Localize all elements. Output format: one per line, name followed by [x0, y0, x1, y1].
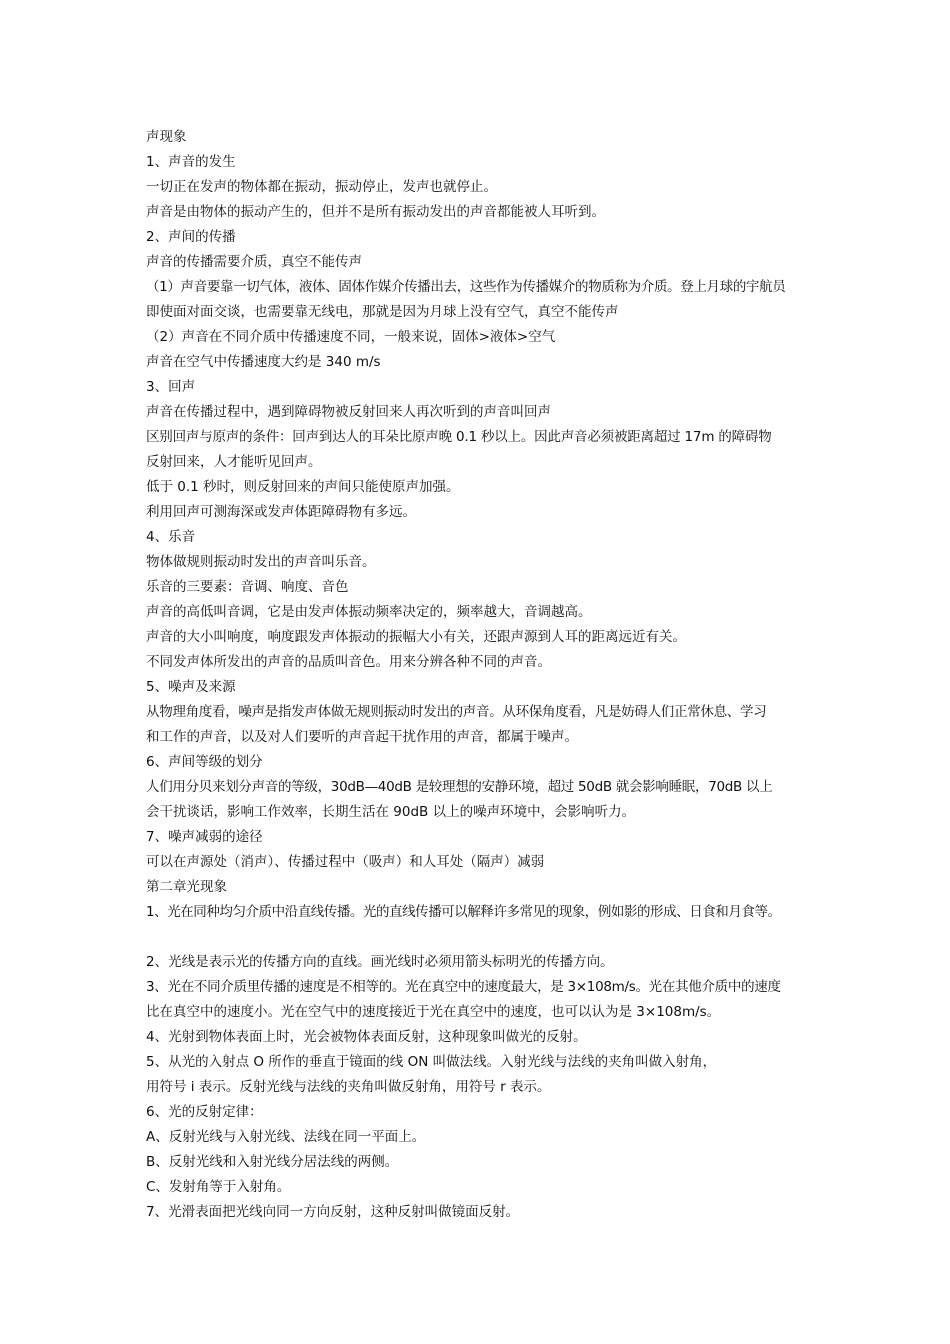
paragraph-line: 即使面对面交谈，也需要靠无线电，那就是因为月球上没有空气，真空不能传声 [146, 304, 619, 320]
paragraph-line: 一切正在发声的物体都在振动，振动停止，发声也就停止。 [146, 179, 497, 195]
paragraph-line: 低于 0.1 秒时，则反射回来的声间只能使原声加强。 [146, 479, 460, 495]
paragraph-line: 声音的高低叫音调，它是由发声体振动频率决定的，频率越大，音调越高。 [146, 604, 592, 620]
paragraph-line: 6、光的反射定律： [146, 1104, 263, 1120]
section-heading: 2、声间的传播 [146, 229, 236, 245]
paragraph-line: 不同发声体所发出的声音的品质叫音色。用来分辨各种不同的声音。 [146, 654, 551, 670]
paragraph-line: 物体做规则振动时发出的声音叫乐音。 [146, 554, 376, 570]
paragraph-line: 声音是由物体的振动产生的，但并不是所有振动发出的声音都能被人耳听到。 [146, 204, 605, 220]
paragraph-line: 用符号 i 表示。反射光线与法线的夹角叫做反射角，用符号 r 表示。 [146, 1079, 551, 1095]
section-heading: 7、噪声减弱的途径 [146, 829, 263, 845]
paragraph-line: 声音在空气中传播速度大约是 340 m/s [146, 354, 381, 370]
blank-line [146, 925, 826, 950]
section-heading: 4、乐音 [146, 529, 196, 545]
paragraph-line: 反射回来，人才能听见回声。 [146, 454, 322, 470]
paragraph-line: （1）声音要靠一切气体，液体、固体作媒介传播出去，这些作为传播媒介的物质称为介质。登上月球的宇航员 [146, 279, 786, 295]
paragraph-line: 声音的传播需要介质，真空不能传声 [146, 254, 362, 270]
paragraph-line: 可以在声源处（消声）、传播过程中（吸声）和人耳处（隔声）减弱 [146, 854, 545, 870]
paragraph-line: 乐音的三要素：音调、响度、音色 [146, 579, 349, 595]
paragraph-line: 2、光线是表示光的传播方向的直线。画光线时必须用箭头标明光的传播方向。 [146, 954, 614, 970]
paragraph-line: （2）声音在不同介质中传播速度不同，一般来说，固体>液体>空气 [146, 329, 556, 345]
paragraph-line: 7、光滑表面把光线向同一方向反射，这种反射叫做镜面反射。 [146, 1204, 520, 1220]
section-heading: 3、回声 [146, 379, 196, 395]
paragraph-line: C、发射角等于入射角。 [146, 1179, 291, 1195]
heading-sound: 声现象 [146, 129, 187, 145]
paragraph-line: 4、光射到物体表面上时，光会被物体表面反射，这种现象叫做光的反射。 [146, 1029, 587, 1045]
paragraph-line: 利用回声可测海深或发声体距障碍物有多远。 [146, 504, 416, 520]
document-body [146, 125, 826, 1225]
paragraph-line: B、反射光线和入射光线分居法线的两侧。 [146, 1154, 399, 1170]
section-heading: 1、声音的发生 [146, 154, 236, 170]
paragraph-line: 会干扰谈话，影响工作效率，长期生活在 90dB 以上的噪声环境中，会影响听力。 [146, 804, 636, 820]
section-heading: 6、声间等级的划分 [146, 754, 263, 770]
paragraph-line: 3、光在不同介质里传播的速度是不相等的。光在真空中的速度最大，是 3×108m/s。光在其他介质中的速度 [146, 979, 781, 995]
paragraph-line: 5、从光的入射点 O 所作的垂直于镜面的线 ON 叫做法线。入射光线与法线的夹角叫做入射角， [146, 1054, 717, 1070]
paragraph-line: 从物理角度看，噪声是指发声体做无规则振动时发出的声音。从环保角度看，凡是妨碍人们正常休息、学习 [146, 704, 767, 720]
paragraph-line: 和工作的声音，以及对人们要听的声音起干扰作用的声音，都属于噪声。 [146, 729, 578, 745]
paragraph-line: 比在真空中的速度小。光在空气中的速度接近于光在真空中的速度，也可以认为是 3×108m/s。 [146, 1004, 721, 1020]
paragraph-line: 区别回声与原声的条件：回声到达人的耳朵比原声晚 0.1 秒以上。因此声音必须被距离超过 17m 的障碍物 [146, 429, 772, 445]
heading-light: 第二章光现象 [146, 879, 227, 895]
paragraph-line: A、反射光线与入射光线、法线在同一平面上。 [146, 1129, 426, 1145]
section-heading: 5、噪声及来源 [146, 679, 236, 695]
paragraph-line: 1、光在同种均匀介质中沿直线传播。光的直线传播可以解释许多常见的现象，例如影的形成、日食和月食等。 [146, 904, 781, 920]
paragraph-line: 人们用分贝来划分声音的等级，30dB—40dB 是较理想的安静环境，超过 50dB 就会影响睡眠，70dB 以上 [146, 779, 773, 795]
paragraph-line: 声音的大小叫响度，响度跟发声体振动的振幅大小有关，还跟声源到人耳的距离远近有关。 [146, 629, 686, 645]
paragraph-line: 声音在传播过程中，遇到障碍物被反射回来人再次听到的声音叫回声 [146, 404, 551, 420]
